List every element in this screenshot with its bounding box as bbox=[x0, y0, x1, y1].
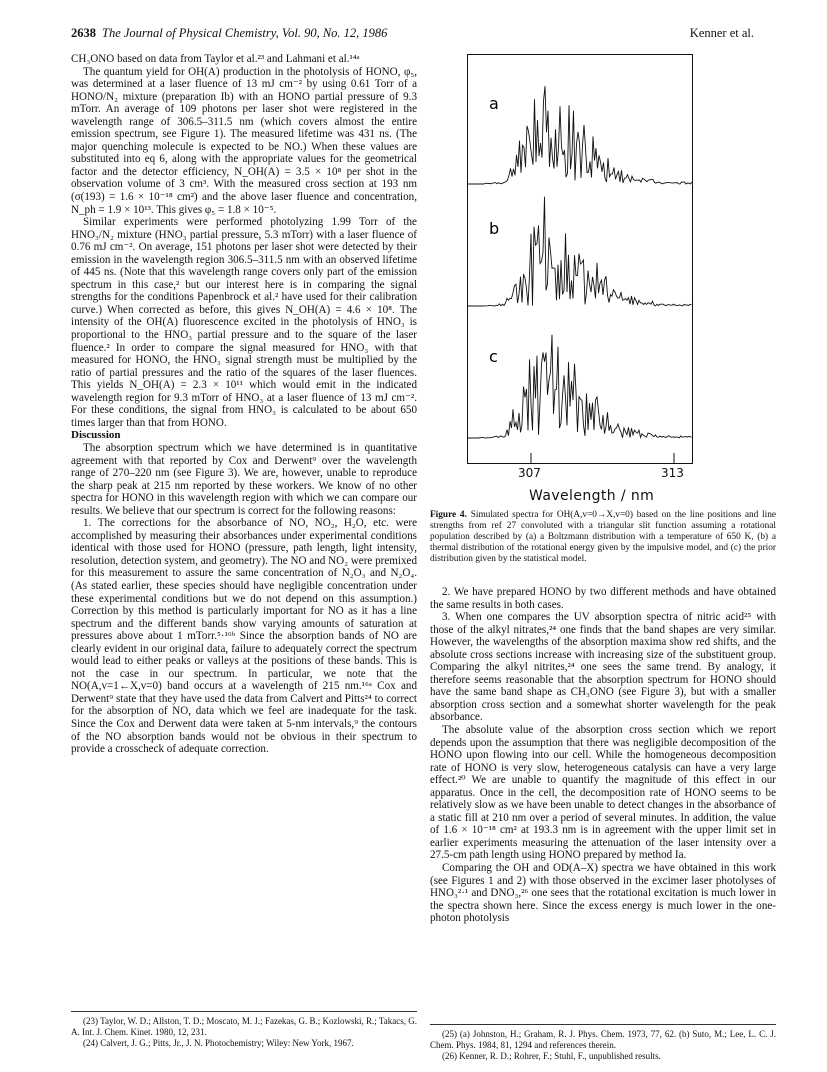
spectrum-trace-c bbox=[467, 335, 692, 438]
paragraph: 1. The corrections for the absorbance of NO, NO₂, H₂O, etc. were accomplished by measuring their absorbances under experimental conditions identical with those used for HONO (pressure, path length, light intensity, resolution, detection system, and geometry). The NO and NO₂ were premixed for this measurement to assure the same concentration of N₂O₃ and N₂O₄. (As stated earlier, these species should have negligible concentration under these experimental conditions but we do not depend on this assumption.) Correction by this method is particularly important for NO as it has a line spectrum and the different bands show varying amounts of saturation at pressures above about 1 mTorr.⁵·¹⁶ᵇ Since the absorption bands of NO are clearly evident in our original data, failure to adequately correct the spectrum would lead to either peaks or valleys at the positions of these bands. This is not the case in our spectrum. In particular, we note that the NO(A,v=1←X,v=0) band occurs at a wavelength of 215 nm.¹⁶ᵃ Cox and Derwent⁹ state that they have used the data from Calvert and Pitts²⁴ to correct for the absorption of NO, data which we feel are inadequate for the task. Since the Cox and Derwent data were taken at 5-nm intervals,⁹ the contours of the NO absorption bands would not be obvious in their spectrum to provide a crosscheck of adequate correction. bbox=[71, 517, 417, 756]
journal-title: The Journal of Physical Chemistry, Vol. 90, No. 12, 1986 bbox=[102, 26, 388, 40]
reference: (26) Kenner, R. D.; Rohrer, F.; Stuhl, F., unpublished results. bbox=[442, 1051, 661, 1062]
paragraph: The quantum yield for OH(A) production in the photolysis of HONO, φ₅, was determined at a laser fluence of 13 mJ cm⁻² by using 0.61 Torr of a HONO/N₂ mixture (preparation Ib) with an HONO partial pressure of 9.3 mTorr. An average of 109 photons per laser shot were registered in the wavelength range of 306.5–311.5 nm (which covers almost the entire emission spectrum, see Figure 1). The measured lifetime was 431 ns. (The major quenching molecule is expected to be NO.) When these values are substituted into eq 6, along with the appropriate values for the geometrical factor and the detector efficiency, N_OH(A) = 3.5 × 10⁸ per shot in the observation volume of 3 cm³. With the measured cross section at 193 nm (σ(193) = 1.6 × 10⁻¹⁸ cm²) and the above laser fluence and concentration, N_ph = 1.9 × 10¹³. This gives φ₅ = 1.8 × 10⁻⁵. bbox=[71, 65, 417, 216]
tick-label-307: 307 bbox=[518, 466, 541, 480]
section-heading: Discussion bbox=[71, 429, 121, 442]
page-number: 2638 bbox=[71, 26, 96, 40]
footnotes-left bbox=[71, 1011, 417, 1050]
paragraph: Comparing the OH and OD(A–X) spectra we have obtained in this work (see Figures 1 and 2) with those observed in the excimer laser photolyses of HNO₃²·¹ and DNO₃,²⁶ one sees that the rotational excitation is much lower in the spectra shown here. Since the excess energy is much lower in the one-photon photolysis bbox=[430, 862, 776, 925]
paragraph: 2. We have prepared HONO by two different methods and have obtained the same results in both cases. bbox=[430, 586, 776, 611]
paragraph: 3. When one compares the UV absorption spectra of nitric acid²⁵ with those of the alkyl nitrates,²⁴ one finds that the band shapes are very similar. However, the wavelengths of the absorption maxima show red shifts, and the absolute cross sections increase with increasing size of the substituent group. Comparing the alkyl nitrites,²⁴ one sees the same trend. By analogy, it therefore seems reasonable that the absorption spectrum for HONO should have the same band shape as CH₃ONO (see Figure 3), but with a smaller absorption cross section and a somewhat shorter wavelength for the peak absorbance. bbox=[430, 611, 776, 724]
paragraph: Similar experiments were performed photolyzing 1.99 Torr of the HNO₃/N₂ mixture (HNO₃ partial pressure, 5.3 mTorr) with a laser fluence of 0.76 mJ cm⁻². On average, 151 photons per laser shot were detected by their emission in the wavelength region 306.5–311.5 nm with an observed lifetime of 445 ns. (Note that this wavelength range covers only part of the emission spectrum in this case,² but our interest here is in comparing the signal strengths for the conditions Papenbrock et al.² have used for their calibration curve.) When corrected as before, this gives N_OH(A) = 4.6 × 10⁸. The intensity of the OH(A) fluorescence excited in the photolysis of HNO₃ is proportional to the HNO₃ partial pressure and to the square of the laser fluence.² In order to compare the signal measured for HNO₃ with that measured for HONO, the HNO₃ signal strength must be multiplied by the ratio of partial pressures and the ratio of the squares of the laser fluences. This yields N_OH(A) = 2.3 × 10¹¹ which would emit in the indicated wavelength region for 9.3 mTorr of HNO₃ at a laser fluence of 13 mJ cm⁻². For these conditions, the signal from HNO₃ is calculated to be about 650 times larger than that from HONO. bbox=[71, 216, 417, 429]
spectrum-trace-a bbox=[467, 86, 692, 184]
figure-4-plot bbox=[467, 54, 732, 464]
figure-caption bbox=[430, 510, 776, 565]
right-column bbox=[430, 586, 776, 925]
left-column bbox=[71, 53, 417, 756]
reference: (23) Taylor, W. D.; Allston, T. D.; Moscato, M. J.; Fazekas, G. B.; Kozlowski, R.; Takacs, G. A. Int. J. Chem. Kinet. 1980, 12, 231. bbox=[71, 1016, 417, 1037]
x-axis-label: Wavelength / nm bbox=[529, 488, 655, 504]
reference: (24) Calvert, J. G.; Pitts, Jr., J. N. Photochemistry; Wiley: New York, 1967. bbox=[83, 1038, 354, 1049]
panel-label-b: b bbox=[489, 219, 500, 238]
paragraph: The absorption spectrum which we have determined is in quantitative agreement with that reported by Cox and Derwent⁹ over the wavelength range of 270–220 nm (see Figure 3). We are, however, unable to reproduce the sharp peak at 215 nm reported by these workers. We know of no other spectra for HONO in this wavelength region with which we can compare our results. We believe that our spectrum is correct for the following reasons: bbox=[71, 441, 417, 517]
footnotes-right bbox=[430, 1024, 776, 1063]
figure-caption-label: Figure 4. bbox=[430, 510, 467, 520]
running-header-left bbox=[71, 26, 387, 41]
panel-label-c: c bbox=[489, 347, 498, 366]
tick-label-313: 313 bbox=[661, 466, 684, 480]
figure-caption-text: Simulated spectra for OH(A,v=0→X,v=0) based on the line positions and line strengths from ref 27 convoluted with a triangular slit function assuming a rotational population described by (a) a Boltzmann distribution with a temperature of 650 K, (b) a thermal distribution of the rotational energy given by the impulsive model, and (c) the prior distribution given by the statistical model. bbox=[430, 510, 777, 565]
spectrum-trace-b bbox=[467, 197, 692, 306]
paragraph: CH₃ONO based on data from Taylor et al.²³ and Lahmani et al.¹⁴ᵃ bbox=[71, 53, 360, 65]
panel-label-a: a bbox=[489, 94, 499, 113]
reference: (25) (a) Johnston, H.; Graham, R. J. Phys. Chem. 1973, 77, 62. (b) Suto, M.; Lee, L. C. J. Chem. Phys. 1984, 81, 1294 and references therein. bbox=[430, 1029, 776, 1050]
running-header-authors: Kenner et al. bbox=[689, 26, 754, 40]
figure-4 bbox=[467, 54, 732, 464]
paragraph: The absolute value of the absorption cross section which we report depends upon the assumption that there was negligible decomposition of the HONO upon flowing into our cell. While the homogeneous decomposition rate of HONO is very slow, heterogeneous catalysis can have a very large effect.²⁰ We are unable to quantify the magnitude of this effect in our apparatus. Once in the cell, the decomposition rate of HONO seems to be relatively slow as we have been unable to detect changes in the absorbance of a static fill at 210 nm over a period of several minutes. In addition, the value of 1.6 × 10⁻¹⁸ cm² at 193.3 nm is in agreement with the upper limit set in earlier experiments measuring the attenuation of the laser intensity over a 27.5-cm path length using HONO prepared by method Ia. bbox=[430, 724, 776, 862]
